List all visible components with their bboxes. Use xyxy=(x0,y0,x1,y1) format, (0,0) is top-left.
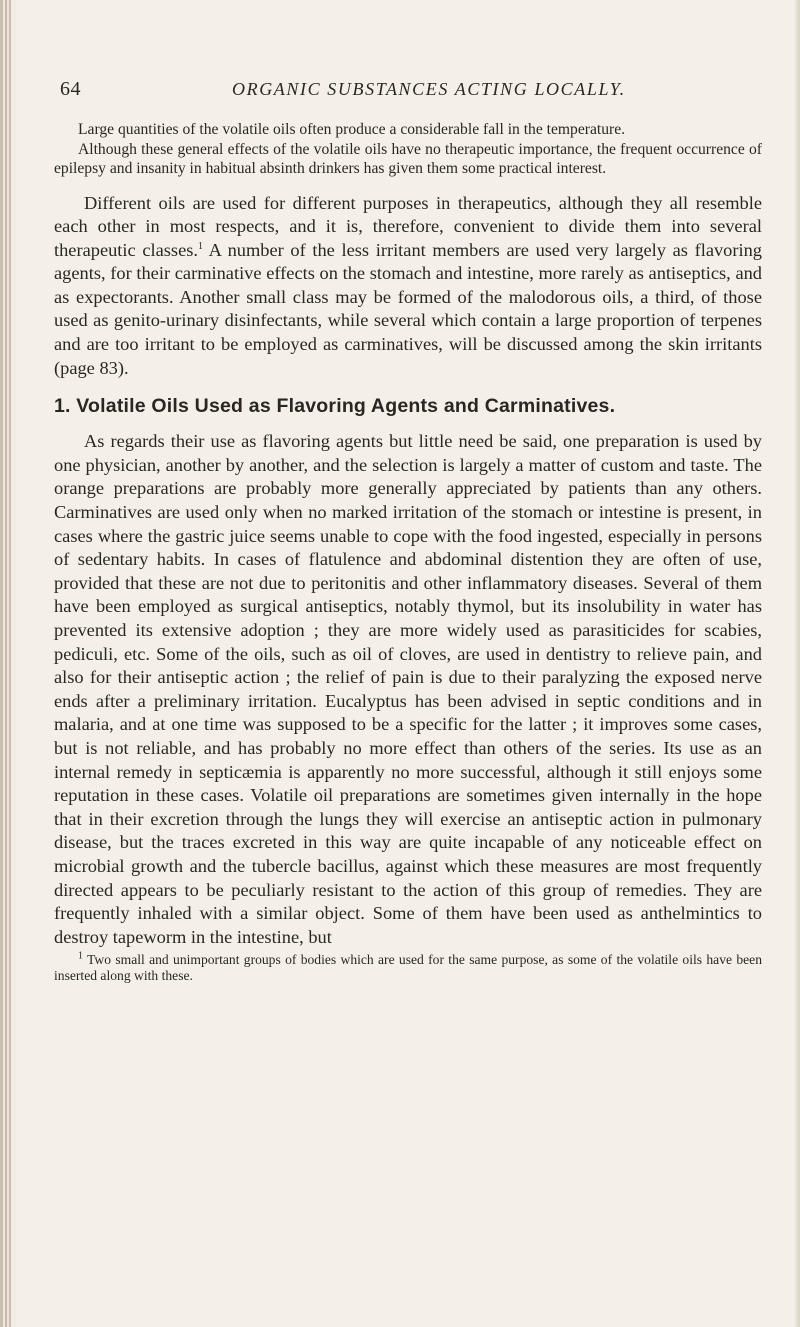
page-number: 64 xyxy=(60,78,81,100)
footnote xyxy=(54,952,762,984)
footnote-marker: 1 xyxy=(78,950,83,962)
footnote-text: Two small and unimportant groups of bodies which are used for the same purpose, as some of the volatile oils have been inserted along with these. xyxy=(54,952,762,984)
paragraph-therapeutic-classes xyxy=(54,192,762,381)
binding-edge xyxy=(0,0,16,1327)
paragraph-text: Different oils are used for different purposes in therapeutics, although they all resemble each other in most respects, and it is, therefore, convenient to divide them into several therapeutic classes. xyxy=(54,192,762,260)
section-heading: 1. Volatile Oils Used as Flavoring Agents and Carminatives. xyxy=(54,395,616,418)
page-edge xyxy=(794,0,800,1327)
page-content xyxy=(54,120,762,984)
small-paragraph-absinth: Although these general effects of the volatile oils have no therapeutic importance, the frequent occurrence of epilepsy and insanity in habitual absinth drinkers has given them some practical interest. xyxy=(54,140,762,177)
page-header xyxy=(0,78,800,108)
paragraph-text: A number of the less irritant members are used very largely as flavoring agents, for their carminative effects on the stomach and intestine, more rarely as antiseptics, and as expectorants. Another small class may be formed of the malodorous oils, a third, of those used as genito-urinary disinfectants, while several which contain a large proportion of terpenes and are too irritant to be employed as carminatives, will be discussed among the skin irritants (page 83). xyxy=(54,239,763,378)
footnote-reference: 1 xyxy=(198,240,204,252)
running-head: ORGANIC SUBSTANCES ACTING LOCALLY. xyxy=(232,79,626,99)
paragraph-flavoring-agents: As regards their use as flavoring agents but little need be said, one preparation is used by one physician, another by another, and the selection is largely a matter of custom and taste. The orange preparations are probably more generally appreciated by patients than any others. Carminatives are used only when no marked irritation of the stomach or intestine is present, in cases where the gastric juice seems unable to cope with the food ingested, especially in persons of sedentary habits. In cases of flatulence and abdominal distention they are often of use, provided that these are not due to peritonitis and other inflammatory diseases. Several of them have been employed as surgical antiseptics, notably thymol, but its insolubility in water has prevented its extensive adoption ; they are more widely used as parasiticides for scabies, pediculi, etc. Some of the oils, such as oil of cloves, are used in dentistry to relieve pain, and also for their antiseptic action ; the relief of pain is due to their paralyzing the exposed nerve ends after a preliminary irritation. Eucalyptus has been advised in septic conditions and in malaria, and at one time was supposed to be a specific for the latter ; it improves some cases, but is not reliable, and has probably no more effect than others of the series. Its use as an internal remedy in septicæmia is apparently no more successful, although it still enjoys some reputation in these cases. Volatile oil preparations are sometimes given internally in the hope that in their excretion through the lungs they will exercise an antiseptic action in pulmonary disease, but the traces excreted in this way are quite incapable of any noticeable effect on microbial growth and the tubercle bacillus, against which these measures are most frequently directed appears to be peculiarly resistant to the action of this group of remedies. They are frequently inhaled with a similar object. Some of them have been used as anthelmintics to destroy tapeworm in the intestine, but xyxy=(54,431,762,947)
small-paragraph-temperature: Large quantities of the volatile oils often produce a considerable fall in the temperature. xyxy=(78,121,626,138)
